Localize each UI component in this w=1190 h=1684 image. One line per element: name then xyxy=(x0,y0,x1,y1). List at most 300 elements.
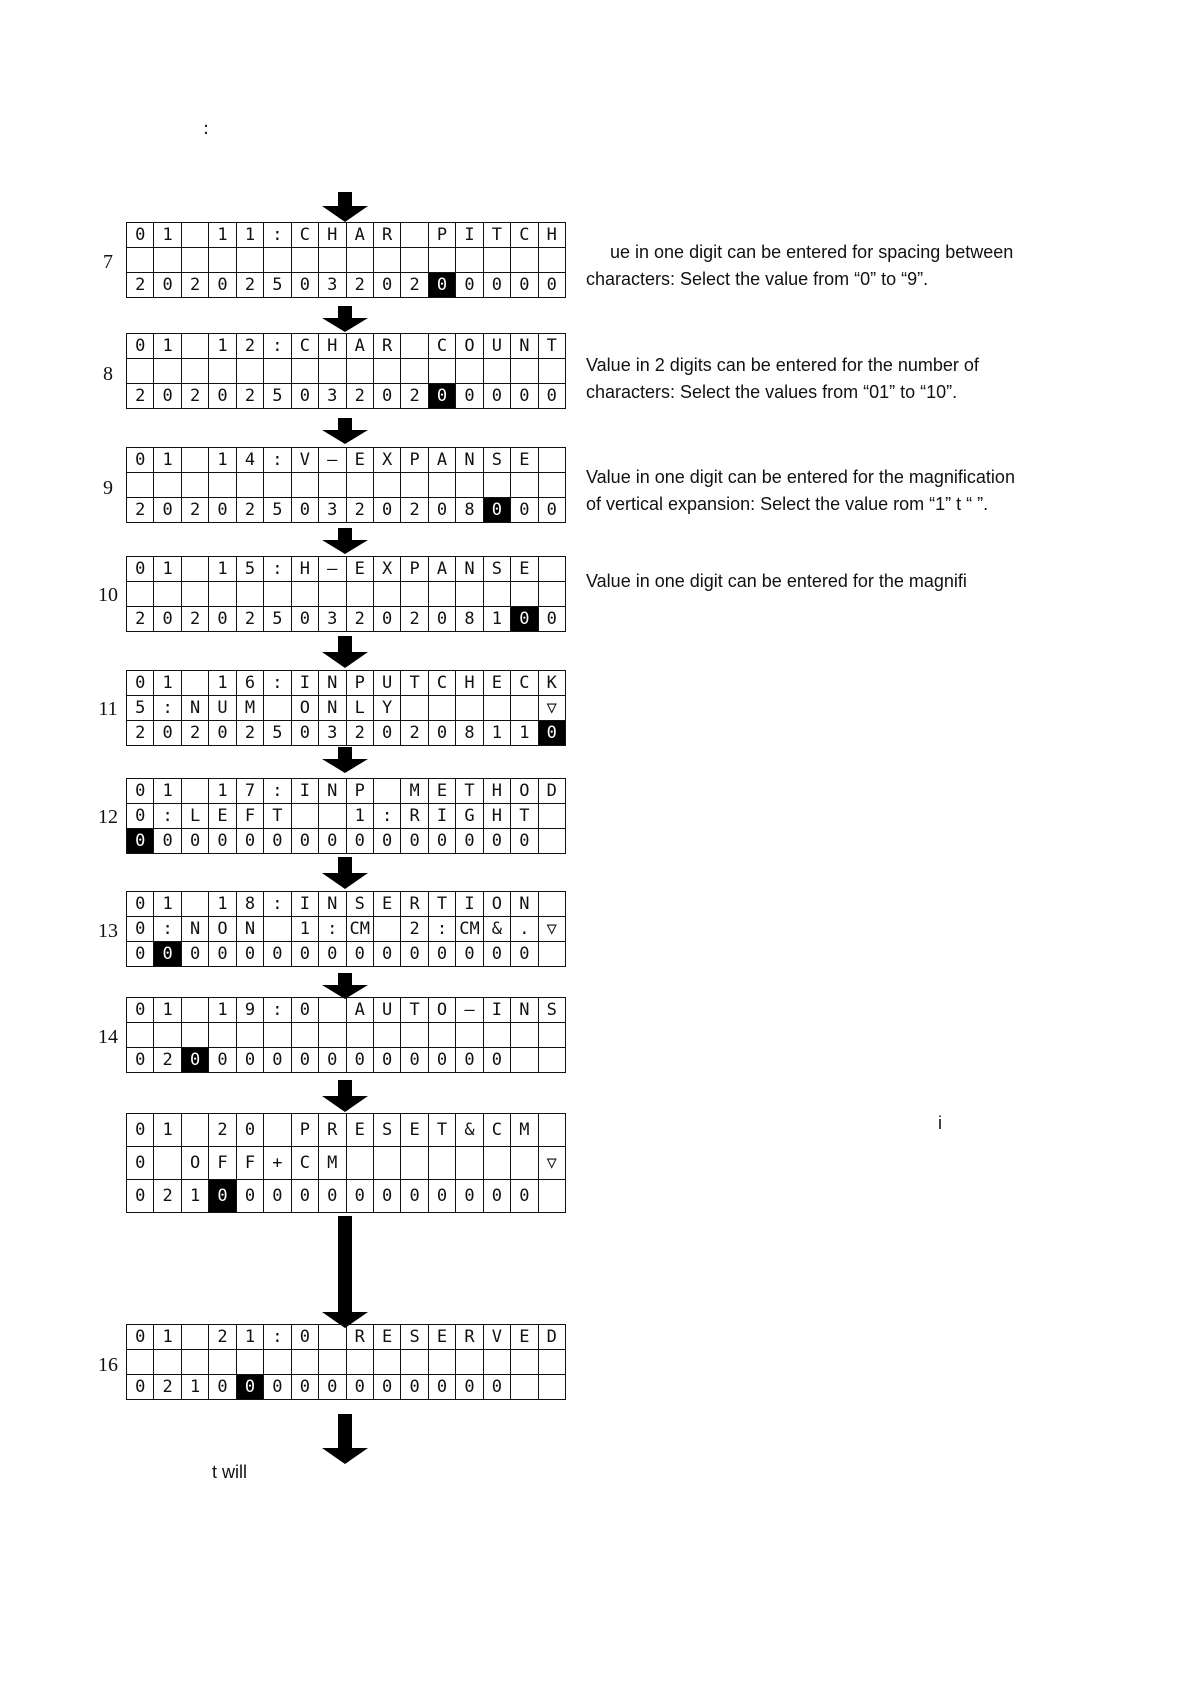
grid-cell: F xyxy=(209,1147,236,1180)
footer-fragment: t will xyxy=(212,1462,247,1482)
grid-cell: 0 xyxy=(127,829,154,854)
grid-cell: O xyxy=(181,1147,208,1180)
grid-cell: H xyxy=(538,223,565,248)
grid-cell: N xyxy=(236,917,263,942)
grid-cell: C xyxy=(511,223,538,248)
grid-cell: O xyxy=(291,696,318,721)
grid-cell: N xyxy=(319,696,346,721)
grid-cell: 0 xyxy=(127,1375,154,1400)
grid-cell xyxy=(428,1023,455,1048)
grid-cell: & xyxy=(456,1114,483,1147)
grid-cell: 3 xyxy=(319,498,346,523)
step-description: ue in one digit can be entered for spacing between characters: Select the value from “0” to “9”. xyxy=(586,242,1014,289)
grid-cell xyxy=(154,582,181,607)
grid-row xyxy=(127,557,566,582)
grid-cell xyxy=(401,1350,428,1375)
grid-row xyxy=(127,273,566,298)
grid-cell: 0 xyxy=(401,942,428,967)
grid-cell: 0 xyxy=(154,607,181,632)
grid-cell xyxy=(483,1350,510,1375)
grid-cell: 0 xyxy=(291,1325,318,1350)
grid-cell xyxy=(264,473,291,498)
grid-cell: 0 xyxy=(428,1375,455,1400)
grid-row xyxy=(127,696,566,721)
grid-cell xyxy=(209,582,236,607)
grid-cell: — xyxy=(456,998,483,1023)
grid-cell: S xyxy=(373,1114,400,1147)
grid-cell: F xyxy=(236,804,263,829)
grid-cell xyxy=(428,248,455,273)
grid-cell: 1 xyxy=(154,557,181,582)
grid-cell: 1 xyxy=(209,557,236,582)
grid-cell xyxy=(373,917,400,942)
grid-cell: T xyxy=(264,804,291,829)
grid-cell: O xyxy=(209,917,236,942)
grid-cell xyxy=(373,779,400,804)
grid-cell xyxy=(236,1350,263,1375)
grid-cell: C xyxy=(291,334,318,359)
grid-cell: D xyxy=(538,1325,565,1350)
grid-cell xyxy=(264,917,291,942)
grid-cell: . xyxy=(511,917,538,942)
grid-cell xyxy=(209,1350,236,1375)
display-grid xyxy=(126,670,566,746)
grid-cell: : xyxy=(264,1325,291,1350)
grid-cell: 5 xyxy=(127,696,154,721)
grid-cell xyxy=(511,1147,538,1180)
grid-cell: H xyxy=(483,779,510,804)
grid-cell: N xyxy=(319,779,346,804)
grid-cell xyxy=(319,473,346,498)
grid-cell: X xyxy=(373,557,400,582)
grid-cell: 0 xyxy=(428,942,455,967)
grid-cell: 0 xyxy=(373,273,400,298)
grid-cell: M xyxy=(511,1114,538,1147)
grid-cell: N xyxy=(456,448,483,473)
grid-cell xyxy=(319,582,346,607)
grid-cell: 0 xyxy=(127,671,154,696)
grid-cell: M xyxy=(319,1147,346,1180)
grid-cell xyxy=(483,696,510,721)
grid-cell: A xyxy=(346,223,373,248)
grid-row xyxy=(127,1114,566,1147)
grid-cell: E xyxy=(401,1114,428,1147)
grid-cell: : xyxy=(264,557,291,582)
grid-cell: CM xyxy=(346,917,373,942)
grid-cell: 0 xyxy=(181,829,208,854)
grid-cell xyxy=(346,359,373,384)
grid-cell: 5 xyxy=(236,557,263,582)
grid-row xyxy=(127,917,566,942)
grid-cell xyxy=(511,1350,538,1375)
display-grid xyxy=(126,222,566,298)
grid-cell xyxy=(538,1350,565,1375)
grid-cell xyxy=(483,473,510,498)
grid-cell: T xyxy=(428,892,455,917)
grid-cell xyxy=(428,582,455,607)
grid-cell xyxy=(154,1147,181,1180)
grid-cell: 1 xyxy=(154,892,181,917)
grid-cell: S xyxy=(483,448,510,473)
grid-cell xyxy=(538,448,565,473)
grid-row xyxy=(127,1048,566,1073)
grid-cell: U xyxy=(373,671,400,696)
grid-cell: 0 xyxy=(264,1180,291,1213)
grid-cell: 0 xyxy=(291,498,318,523)
grid-cell: & xyxy=(483,917,510,942)
grid-cell xyxy=(346,1350,373,1375)
grid-cell: 2 xyxy=(401,273,428,298)
grid-cell: E xyxy=(511,557,538,582)
grid-cell: 8 xyxy=(456,498,483,523)
grid-row xyxy=(127,671,566,696)
grid-cell: 0 xyxy=(291,1048,318,1073)
grid-cell xyxy=(401,473,428,498)
grid-cell: 0 xyxy=(319,829,346,854)
grid-cell: : xyxy=(264,779,291,804)
grid-cell: I xyxy=(428,804,455,829)
grid-cell: I xyxy=(483,998,510,1023)
grid-cell: 0 xyxy=(154,942,181,967)
grid-cell: O xyxy=(483,892,510,917)
grid-cell: S xyxy=(401,1325,428,1350)
grid-cell: 2 xyxy=(346,498,373,523)
grid-cell xyxy=(511,248,538,273)
grid-cell: 0 xyxy=(209,498,236,523)
grid-cell xyxy=(181,779,208,804)
grid-cell: 0 xyxy=(373,1180,400,1213)
grid-cell: 0 xyxy=(319,1180,346,1213)
display-grid xyxy=(126,556,566,632)
grid-cell xyxy=(456,1023,483,1048)
grid-cell: 1 xyxy=(154,779,181,804)
grid-cell: T xyxy=(511,804,538,829)
grid-cell: R xyxy=(401,892,428,917)
grid-cell: C xyxy=(428,334,455,359)
display-grid xyxy=(126,447,566,523)
grid-cell xyxy=(511,473,538,498)
grid-cell: 0 xyxy=(291,829,318,854)
grid-cell: : xyxy=(373,804,400,829)
grid-cell: 0 xyxy=(209,942,236,967)
grid-cell: 0 xyxy=(291,998,318,1023)
grid-cell: 0 xyxy=(428,273,455,298)
grid-cell xyxy=(181,1325,208,1350)
grid-cell: 0 xyxy=(236,1048,263,1073)
grid-cell: 2 xyxy=(154,1048,181,1073)
grid-cell: — xyxy=(319,448,346,473)
grid-cell: U xyxy=(209,696,236,721)
down-arrow-icon xyxy=(320,418,370,444)
grid-cell: 0 xyxy=(538,607,565,632)
grid-cell: 2 xyxy=(401,607,428,632)
grid-cell: E xyxy=(373,892,400,917)
grid-cell: Y xyxy=(373,696,400,721)
grid-cell xyxy=(236,1023,263,1048)
grid-cell: : xyxy=(154,696,181,721)
grid-cell: 8 xyxy=(456,721,483,746)
grid-row xyxy=(127,473,566,498)
grid-cell: 0 xyxy=(291,1375,318,1400)
grid-cell: 0 xyxy=(401,1180,428,1213)
grid-cell: 1 xyxy=(209,998,236,1023)
grid-cell: 0 xyxy=(236,829,263,854)
grid-cell: T xyxy=(456,779,483,804)
grid-cell xyxy=(346,1023,373,1048)
grid-cell: 0 xyxy=(456,1375,483,1400)
grid-cell: A xyxy=(346,998,373,1023)
grid-cell xyxy=(428,1147,455,1180)
grid-cell: 1 xyxy=(154,223,181,248)
grid-cell xyxy=(236,582,263,607)
grid-cell xyxy=(181,671,208,696)
grid-cell: 3 xyxy=(319,721,346,746)
grid-cell: H xyxy=(319,334,346,359)
grid-cell: R xyxy=(373,223,400,248)
grid-cell: — xyxy=(319,557,346,582)
grid-cell: 0 xyxy=(428,1180,455,1213)
grid-cell: 0 xyxy=(456,384,483,409)
down-arrow-icon xyxy=(320,973,370,999)
grid-cell: 0 xyxy=(428,607,455,632)
grid-cell: 2 xyxy=(236,607,263,632)
grid-cell: M xyxy=(236,696,263,721)
grid-cell: 0 xyxy=(456,829,483,854)
grid-row xyxy=(127,607,566,632)
grid-cell xyxy=(264,1114,291,1147)
grid-cell: T xyxy=(483,223,510,248)
grid-cell: 0 xyxy=(373,942,400,967)
grid-cell xyxy=(127,1350,154,1375)
grid-cell: I xyxy=(291,779,318,804)
grid-cell xyxy=(456,696,483,721)
grid-cell: 2 xyxy=(401,917,428,942)
grid-cell: I xyxy=(291,892,318,917)
grid-cell: 5 xyxy=(264,273,291,298)
grid-cell: C xyxy=(291,1147,318,1180)
grid-cell: 2 xyxy=(346,273,373,298)
grid-cell: 0 xyxy=(209,721,236,746)
grid-cell: 2 xyxy=(181,273,208,298)
grid-cell: P xyxy=(428,223,455,248)
grid-cell: 0 xyxy=(511,829,538,854)
step-number: 13 xyxy=(98,920,118,942)
grid-cell: C xyxy=(483,1114,510,1147)
grid-cell xyxy=(127,473,154,498)
grid-cell: 2 xyxy=(127,384,154,409)
step-description: Value in 2 digits can be entered for the number of characters: Select the values from “01” to “10”. xyxy=(586,355,979,402)
grid-cell xyxy=(236,248,263,273)
grid-cell xyxy=(538,829,565,854)
grid-cell: 1 xyxy=(209,223,236,248)
grid-cell: 0 xyxy=(511,498,538,523)
grid-cell: 2 xyxy=(401,721,428,746)
grid-cell xyxy=(538,1048,565,1073)
grid-cell: 0 xyxy=(154,273,181,298)
grid-cell: 1 xyxy=(483,721,510,746)
grid-cell xyxy=(346,582,373,607)
grid-cell xyxy=(181,248,208,273)
grid-cell: 0 xyxy=(428,721,455,746)
grid-cell xyxy=(511,696,538,721)
grid-cell: 0 xyxy=(236,1375,263,1400)
grid-cell: 0 xyxy=(428,498,455,523)
grid-cell: E xyxy=(483,671,510,696)
grid-cell: N xyxy=(181,696,208,721)
grid-cell xyxy=(483,1023,510,1048)
grid-cell: P xyxy=(346,779,373,804)
grid-cell: 0 xyxy=(291,721,318,746)
grid-cell: : xyxy=(428,917,455,942)
grid-cell: T xyxy=(428,1114,455,1147)
grid-cell xyxy=(401,223,428,248)
grid-cell: 0 xyxy=(538,721,565,746)
grid-cell: T xyxy=(401,998,428,1023)
grid-cell: 2 xyxy=(236,384,263,409)
grid-cell: 2 xyxy=(127,498,154,523)
grid-cell: S xyxy=(538,998,565,1023)
grid-cell: : xyxy=(264,223,291,248)
grid-cell: 1 xyxy=(154,448,181,473)
grid-cell: O xyxy=(511,779,538,804)
grid-cell: : xyxy=(264,448,291,473)
grid-cell: 0 xyxy=(127,804,154,829)
grid-cell: P xyxy=(346,671,373,696)
grid-cell xyxy=(264,359,291,384)
grid-cell xyxy=(291,473,318,498)
grid-cell: 0 xyxy=(291,1180,318,1213)
grid-cell xyxy=(538,1023,565,1048)
grid-cell: 0 xyxy=(511,384,538,409)
grid-cell: 0 xyxy=(291,607,318,632)
down-arrow-icon xyxy=(320,747,370,773)
grid-cell: N xyxy=(319,671,346,696)
grid-cell: X xyxy=(373,448,400,473)
grid-cell: 0 xyxy=(428,829,455,854)
grid-cell: I xyxy=(456,223,483,248)
grid-cell xyxy=(236,359,263,384)
grid-cell xyxy=(428,1350,455,1375)
grid-cell: 0 xyxy=(373,1375,400,1400)
grid-cell xyxy=(401,334,428,359)
grid-cell xyxy=(511,1375,538,1400)
grid-cell: T xyxy=(538,334,565,359)
grid-cell xyxy=(264,696,291,721)
grid-cell xyxy=(209,1023,236,1048)
grid-cell: CM xyxy=(456,917,483,942)
grid-cell: N xyxy=(511,334,538,359)
grid-row xyxy=(127,1375,566,1400)
grid-cell: 1 xyxy=(291,917,318,942)
grid-cell: E xyxy=(511,448,538,473)
grid-cell: T xyxy=(401,671,428,696)
grid-row xyxy=(127,1147,566,1180)
grid-row xyxy=(127,498,566,523)
grid-row xyxy=(127,892,566,917)
grid-cell: 1 xyxy=(209,779,236,804)
grid-cell: 1 xyxy=(154,334,181,359)
grid-cell xyxy=(373,1350,400,1375)
grid-cell: O xyxy=(456,334,483,359)
grid-cell xyxy=(456,1147,483,1180)
grid-cell xyxy=(401,359,428,384)
step-description: Value in one digit can be entered for the magnifi xyxy=(586,571,967,591)
grid-cell: 2 xyxy=(127,721,154,746)
grid-cell xyxy=(181,582,208,607)
down-arrow-icon xyxy=(320,857,370,889)
scroll-down-icon: ▽ xyxy=(538,696,565,721)
grid-cell: 2 xyxy=(127,607,154,632)
grid-cell: 0 xyxy=(511,273,538,298)
display-grid xyxy=(126,891,566,967)
grid-cell: 1 xyxy=(154,998,181,1023)
grid-cell: E xyxy=(346,1114,373,1147)
grid-cell: 0 xyxy=(373,384,400,409)
grid-cell xyxy=(373,582,400,607)
grid-row xyxy=(127,248,566,273)
grid-cell: 5 xyxy=(264,384,291,409)
grid-cell: G xyxy=(456,804,483,829)
grid-cell: 1 xyxy=(154,1114,181,1147)
grid-cell xyxy=(154,473,181,498)
grid-cell: 0 xyxy=(483,498,510,523)
grid-cell xyxy=(319,1325,346,1350)
grid-cell: 0 xyxy=(264,942,291,967)
grid-cell: 0 xyxy=(483,273,510,298)
grid-cell: E xyxy=(373,1325,400,1350)
grid-cell xyxy=(401,1023,428,1048)
grid-cell: 0 xyxy=(456,942,483,967)
grid-cell: S xyxy=(483,557,510,582)
scroll-down-icon: ▽ xyxy=(538,917,565,942)
grid-cell: 0 xyxy=(401,829,428,854)
grid-cell: 0 xyxy=(319,942,346,967)
grid-cell xyxy=(154,1023,181,1048)
grid-cell xyxy=(181,557,208,582)
grid-cell: 1 xyxy=(346,804,373,829)
grid-cell: 0 xyxy=(483,384,510,409)
grid-cell xyxy=(538,892,565,917)
grid-cell: 1 xyxy=(209,892,236,917)
grid-cell: H xyxy=(483,804,510,829)
grid-cell: R xyxy=(456,1325,483,1350)
grid-cell xyxy=(538,1114,565,1147)
grid-cell: 1 xyxy=(511,721,538,746)
grid-cell: : xyxy=(319,917,346,942)
grid-cell: 0 xyxy=(511,942,538,967)
grid-cell xyxy=(319,998,346,1023)
grid-cell: 0 xyxy=(346,829,373,854)
grid-cell xyxy=(483,359,510,384)
grid-cell: U xyxy=(373,998,400,1023)
grid-cell: E xyxy=(428,779,455,804)
grid-cell xyxy=(181,473,208,498)
grid-cell: 2 xyxy=(346,384,373,409)
grid-row xyxy=(127,998,566,1023)
grid-cell xyxy=(264,1350,291,1375)
grid-row xyxy=(127,448,566,473)
grid-cell: 0 xyxy=(346,1180,373,1213)
grid-cell: C xyxy=(428,671,455,696)
grid-cell: M xyxy=(401,779,428,804)
grid-cell xyxy=(209,359,236,384)
grid-cell: 1 xyxy=(181,1375,208,1400)
grid-cell xyxy=(401,696,428,721)
display-grid xyxy=(126,997,566,1073)
step-number: 7 xyxy=(103,251,113,273)
grid-cell: 2 xyxy=(236,721,263,746)
grid-cell xyxy=(291,248,318,273)
